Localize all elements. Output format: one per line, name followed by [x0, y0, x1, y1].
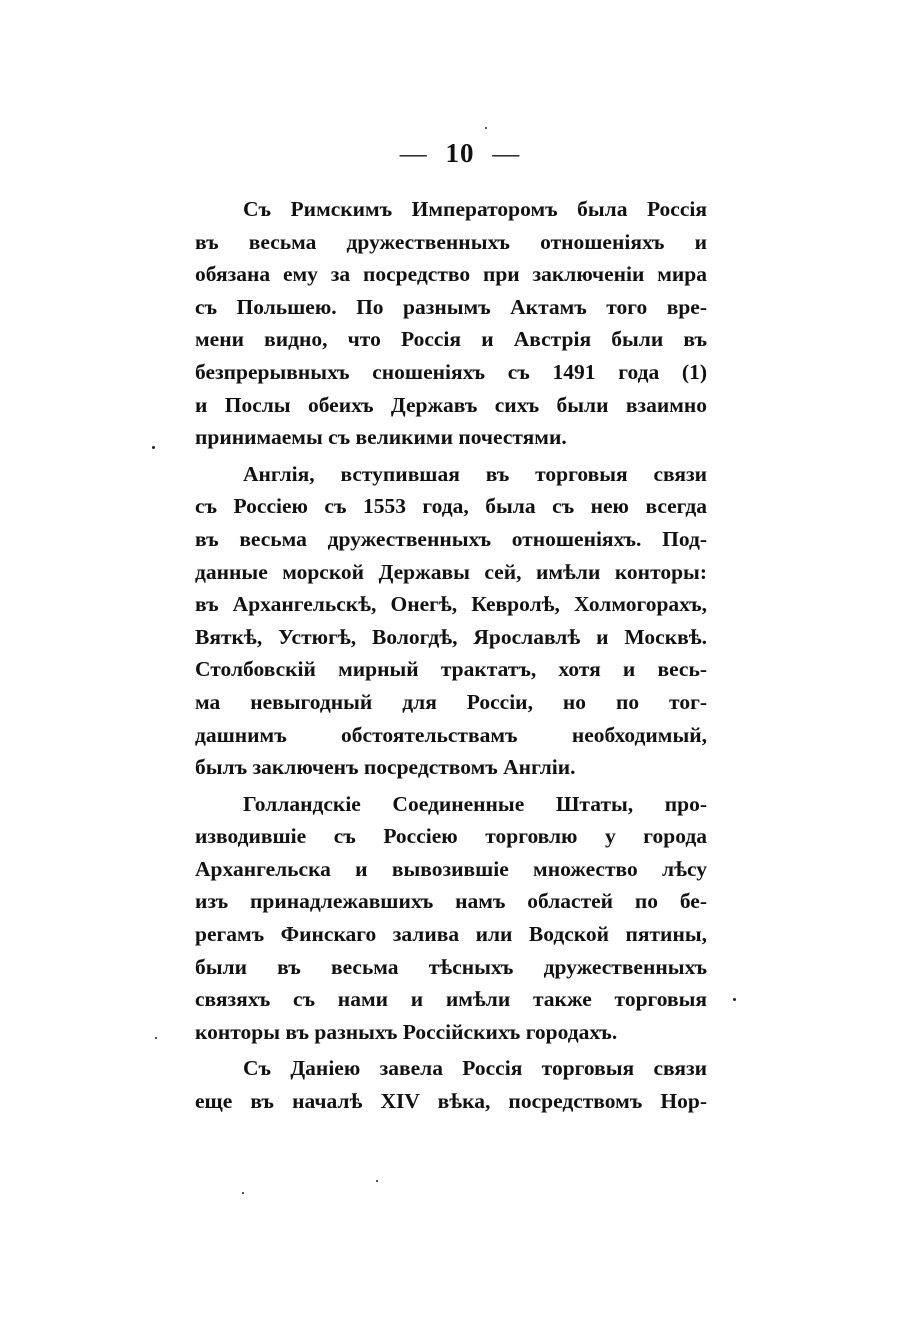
paragraph-netherlands — [195, 788, 707, 1049]
text-line: мени видно, что Россія и Австрія были въ — [195, 327, 707, 352]
paragraph-roman-empire — [195, 193, 707, 454]
text-line: были въ весьма тѣсныхъ дружественныхъ — [195, 954, 707, 979]
text-line: былъ заключенъ посредствомъ Англіи. — [195, 755, 576, 780]
text-line: данные морской Державы сей, имѣли конторы: — [195, 559, 707, 584]
text-line: изъ принадлежавшихъ намъ областей по бе- — [195, 889, 707, 914]
text-line: еще въ началѣ XIV вѣка, посредствомъ Нор- — [195, 1089, 707, 1114]
text-line: съ Польшею. По разнымъ Актамъ того вре- — [195, 294, 707, 319]
text-line: и Послы обеихъ Державъ сихъ были взаимно — [195, 392, 707, 417]
scan-speck — [155, 1037, 157, 1039]
text-line: Архангельска и вывозившіе множество лѣсу — [195, 856, 707, 881]
header-dash-left: — — [399, 138, 428, 168]
page-number-header — [380, 138, 540, 169]
text-line: связяхъ съ нами и имѣли также торговыя — [195, 987, 707, 1012]
text-line: принимаемы съ великими почестями. — [195, 425, 567, 450]
text-line: регамъ Финскаго залива или Водской пятины, — [195, 922, 707, 947]
text-line: обязана ему за посредство при заключеніи мира — [195, 262, 707, 287]
text-line: конторы въ разныхъ Россійскихъ городахъ. — [195, 1019, 618, 1044]
text-line: ма невыгодный для Россіи, но по тог- — [195, 689, 707, 714]
header-dash-right: — — [492, 138, 521, 168]
text-line: Англія, вступившая въ торговыя связи — [243, 461, 707, 486]
scan-speck — [242, 1192, 244, 1194]
text-line: Столбовскій мирный трактатъ, хотя и весь- — [195, 657, 707, 682]
text-line: въ Архангельскѣ, Онегѣ, Кевролѣ, Холмогорахъ, — [195, 592, 707, 617]
text-line: Вяткѣ, Устюгѣ, Вологдѣ, Ярославлѣ и Москвѣ. — [195, 624, 707, 649]
page-number: 10 — [445, 138, 475, 168]
text-line: безпрерывныхъ сношеніяхъ съ 1491 года (1) — [195, 359, 707, 384]
text-line: въ весьма дружественныхъ отношеніяхъ и — [195, 229, 707, 254]
text-line: съ Россіею съ 1553 года, была съ нею всегда — [195, 494, 707, 519]
scan-speck — [485, 127, 487, 129]
text-line: Съ Римскимъ Императоромъ была Россія — [243, 197, 707, 221]
scan-speck — [376, 1180, 378, 1182]
paragraph-england — [195, 458, 707, 784]
text-line: Голландскіе Соединенные Штаты, про- — [243, 791, 707, 816]
text-line: дашнимъ обстоятельствамъ необходимый, — [195, 722, 707, 747]
scan-speck — [733, 998, 736, 1001]
text-line: изводившіе съ Россіею торговлю у города — [195, 824, 707, 849]
body-text — [195, 193, 707, 1118]
scan-speck — [152, 446, 155, 449]
paragraph-denmark — [195, 1052, 707, 1117]
text-line: въ весьма дружественныхъ отношеніяхъ. Под- — [195, 526, 707, 551]
text-line: Съ Даніею завела Россія торговыя связи — [243, 1056, 707, 1081]
